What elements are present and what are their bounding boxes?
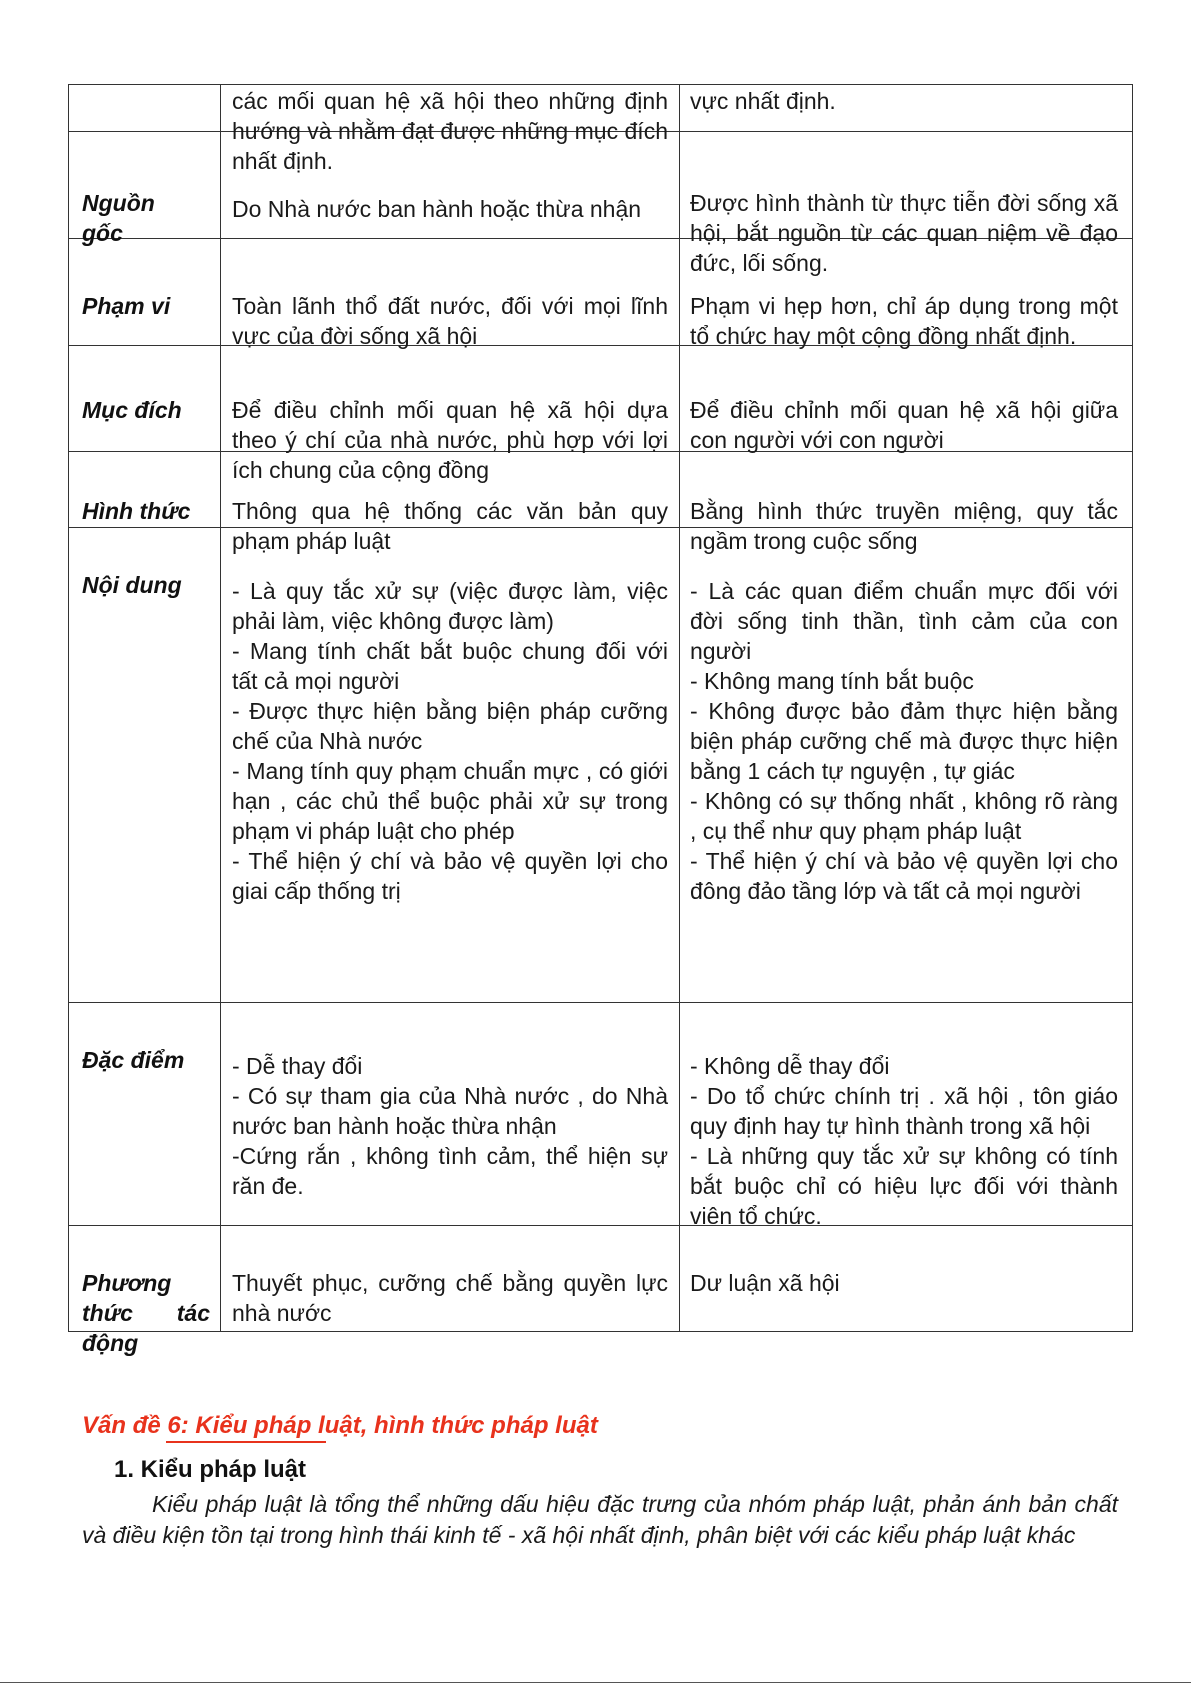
column-divider: [220, 84, 221, 1332]
row-header-noi-dung: Nội dung: [82, 572, 182, 598]
table-border-bottom: [68, 1331, 1133, 1332]
dac-diem-law: - Dễ thay đổi - Có sự tham gia của Nhà nước , do Nhà nước ban hành hoặc thừa nhận -Cứng rắn , không tình cảm, thể hiện sự răn đe.: [232, 1053, 668, 1199]
table-border-top: [68, 84, 1133, 85]
row-header-hinh-thuc: Hình thức: [82, 498, 191, 524]
row-header-dac-diem: Đặc điểm: [82, 1047, 185, 1073]
pham-vi-law: Toàn lãnh thổ đất nước, đối với mọi lĩnh vực của đời sống xã hội: [232, 293, 668, 349]
header-line: [82, 1298, 210, 1328]
section-title-text: Vấn đề 6: Kiểu pháp luật, hình thức pháp luật: [82, 1412, 598, 1439]
row-header-muc-dich: Mục đích: [82, 397, 182, 423]
hinh-thuc-moral: Bằng hình thức truyền miệng, quy tắc ngầm trong cuộc sống: [690, 498, 1118, 554]
row-cont-law: các mối quan hệ xã hội theo những định hướng và nhằm đạt được những mục đích nhất định.: [232, 88, 668, 174]
phuong-thuc-law: Thuyết phục, cưỡng chế bằng quyền lực nhà nước: [232, 1270, 668, 1326]
title-underline: [166, 1441, 326, 1443]
nguon-goc-moral: Được hình thành từ thực tiễn đời sống xã hội, bắt nguồn từ các quan niệm về đạo đức, lối sống.: [690, 190, 1118, 276]
row-cont-moral: vực nhất định.: [690, 88, 836, 114]
muc-dich-law: Để điều chỉnh mối quan hệ xã hội dựa theo ý chí của nhà nước, phù hợp với lợi ích chung của cộng đồng: [232, 397, 668, 483]
column-divider: [679, 84, 680, 1332]
noi-dung-law: - Là quy tắc xử sự (việc được làm, việc phải làm, việc không được làm) - Mang tính chất bắt buộc chung đối với tất cả mọi người - Được thực hiện bằng biện pháp cưỡng chế của Nhà nước - Mang tính quy phạm chuẩn mực , có giới hạn , các chủ thể buộc phải xử sự trong phạm vi pháp luật cho phép - Thể hiện ý chí và bảo vệ quyền lợi cho giai cấp thống trị: [232, 578, 668, 904]
pham-vi-moral: Phạm vi hẹp hơn, chỉ áp dụng trong một tổ chức hay một cộng đồng nhất định.: [690, 293, 1118, 349]
body-paragraph: Kiểu pháp luật là tổng thể những dấu hiệu đặc trưng của nhóm pháp luật, phản ánh bản chất và điều kiện tồn tại trong hình thái kinh tế - xã hội nhất định, phân biệt với các kiểu pháp luật khác: [82, 1491, 1118, 1548]
row-divider: [68, 1002, 1133, 1003]
header-line: động: [82, 1330, 139, 1356]
header-line: Phương: [82, 1270, 172, 1296]
muc-dich-moral: Để điều chỉnh mối quan hệ xã hội giữa con người với con người: [690, 397, 1118, 453]
hinh-thuc-law: Thông qua hệ thống các văn bản quy phạm pháp luật: [232, 498, 668, 554]
row-header-pham-vi: Phạm vi: [82, 293, 171, 319]
dac-diem-moral: - Không dễ thay đổi - Do tổ chức chính trị . xã hội , tôn giáo quy định hay tự hình thành trong xã hội - Là những quy tắc xử sự không có tính bắt buộc chỉ có hiệu lực đối với thành viên tổ chức.: [690, 1053, 1118, 1229]
row-header-nguon-goc: Nguồn gốc: [82, 190, 155, 246]
nguon-goc-law: Do Nhà nước ban hành hoặc thừa nhận: [232, 196, 642, 222]
header-word: tác: [176, 1300, 210, 1326]
table-border-left: [68, 84, 69, 1332]
table-border-right: [1132, 84, 1133, 1332]
row-header-phuong-thuc-tac-dong: [82, 1268, 217, 1358]
phuong-thuc-moral: Dư luận xã hội: [690, 1270, 840, 1296]
page-bottom-rule: [0, 1682, 1191, 1683]
section-title: [82, 1411, 598, 1441]
subsection-title: 1. Kiểu pháp luật: [114, 1456, 307, 1483]
header-word: thức: [82, 1300, 133, 1326]
noi-dung-moral: - Là các quan điểm chuẩn mực đối với đời sống tinh thần, tình cảm của con người - Không mang tính bắt buộc - Không được bảo đảm thực hiện bằng biện pháp cưỡng chế mà được thực hiện bằng 1 cách tự nguyện , tự giác - Không có sự thống nhất , không rõ ràng , cụ thể như quy phạm pháp luật - Thể hiện ý chí và bảo vệ quyền lợi cho đông đảo tầng lớp và tất cả mọi người: [690, 578, 1118, 904]
